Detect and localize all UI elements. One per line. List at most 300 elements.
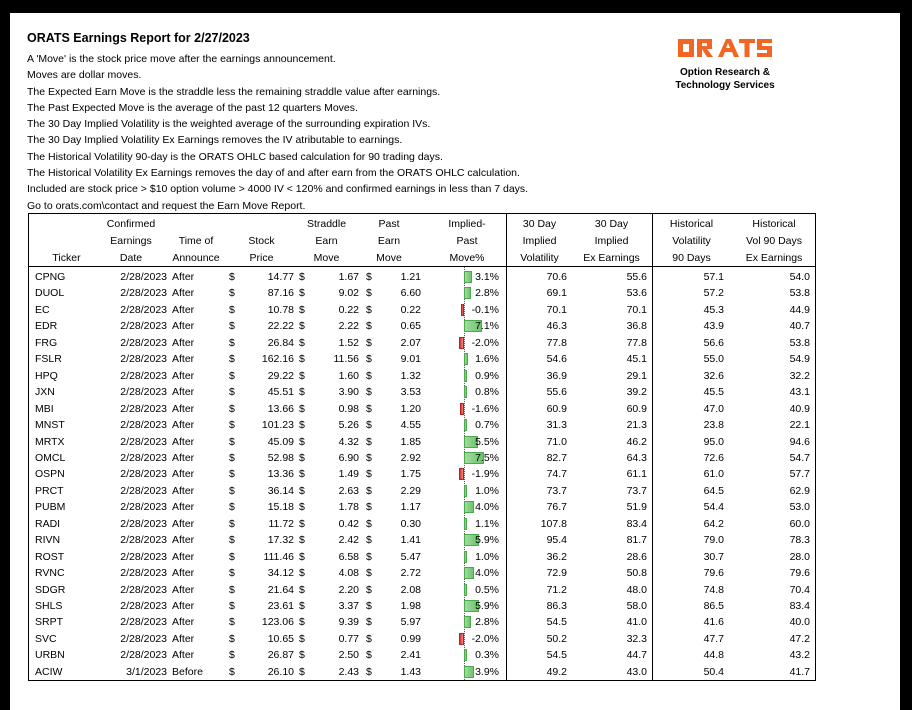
ticker-cell: ACIW (35, 665, 63, 678)
straddle-cell: 1.49 (338, 468, 359, 481)
hv90-cell: 47.7 (703, 632, 724, 645)
straddle-cell: 0.42 (338, 517, 359, 530)
hv90-cell: 61.0 (703, 468, 724, 481)
header-time (161, 216, 231, 264)
straddle-cell: 0.22 (338, 303, 359, 316)
iv30-cell: 71.2 (546, 583, 567, 596)
header-text: Earnings (110, 235, 152, 247)
price-cell: 13.36 (267, 468, 294, 481)
implied-past-cell: 5.9% (475, 600, 499, 612)
currency-symbol: $ (366, 369, 372, 382)
hv90ex-cell: 41.7 (789, 665, 810, 678)
straddle-cell: 4.08 (338, 567, 359, 580)
table-row (29, 598, 815, 614)
header-text (224, 216, 299, 233)
hv90ex-cell: 83.4 (789, 600, 810, 612)
header-text: Implied- (448, 218, 486, 230)
hv90ex-cell: 53.8 (789, 287, 810, 300)
currency-symbol: $ (229, 435, 235, 448)
hv90-cell: 47.0 (703, 402, 724, 415)
date-cell: 2/28/2023 (120, 271, 167, 283)
implied-past-cell: 4.0% (475, 567, 499, 580)
iv30-cell: 55.6 (546, 386, 567, 399)
ticker-cell: SDGR (35, 583, 66, 596)
hv90ex-cell: 53.0 (789, 501, 810, 514)
currency-symbol: $ (366, 353, 372, 366)
implied-past-cell: 1.0% (475, 550, 499, 563)
straddle-cell: 3.90 (338, 386, 359, 399)
time-cell: After (172, 369, 195, 382)
iv30-cell: 71.0 (546, 435, 567, 448)
currency-symbol: $ (366, 386, 372, 399)
ticker-cell: DUOL (35, 287, 65, 300)
hv90ex-cell: 94.6 (789, 435, 810, 448)
past-move-cell: 0.30 (400, 517, 421, 530)
currency-symbol: $ (229, 303, 235, 316)
currency-symbol: $ (229, 468, 235, 481)
table-row (29, 302, 815, 318)
currency-symbol: $ (229, 320, 235, 333)
iv30ex-cell: 41.0 (626, 616, 647, 629)
iv30-cell: 70.6 (546, 271, 567, 283)
date-cell: 2/28/2023 (120, 567, 167, 580)
past-move-cell: 6.60 (400, 287, 421, 300)
currency-symbol: $ (366, 451, 372, 464)
currency-symbol: $ (366, 271, 372, 283)
price-cell: 36.14 (267, 484, 294, 497)
price-cell: 26.84 (267, 336, 294, 349)
time-cell: After (172, 534, 195, 547)
hv90ex-cell: 78.3 (789, 534, 810, 547)
currency-symbol: $ (366, 665, 372, 678)
header-text: Historical (669, 218, 714, 230)
currency-symbol: $ (229, 583, 235, 596)
time-cell: After (172, 517, 195, 530)
table-row (29, 466, 815, 482)
currency-symbol: $ (229, 484, 235, 497)
note-line: The 30 Day Implied Volatility Ex Earnings removes the IV atributable to earnings. (27, 134, 403, 147)
past-move-cell: 9.01 (400, 353, 421, 366)
straddle-cell: 6.58 (338, 550, 359, 563)
time-cell: After (172, 501, 195, 514)
straddle-cell: 1.78 (338, 501, 359, 514)
ticker-cell: URBN (35, 649, 65, 662)
currency-symbol: $ (299, 632, 305, 645)
date-cell: 2/28/2023 (120, 616, 167, 629)
ticker-cell: OMCL (35, 451, 66, 464)
hv90-cell: 64.5 (703, 484, 724, 497)
table-row (29, 417, 815, 433)
header-text: Volatility (672, 235, 711, 247)
hv90ex-cell: 40.7 (789, 320, 810, 333)
iv30ex-cell: 43.0 (626, 665, 647, 678)
ticker-cell: EDR (35, 320, 58, 333)
note-line: The Past Expected Move is the average of the past 12 quarters Moves. (27, 101, 358, 114)
header-text: Move (313, 252, 340, 264)
header-text: Ex Earnings (583, 252, 640, 264)
iv30-cell: 36.2 (546, 550, 567, 563)
past-move-cell: 5.97 (400, 616, 421, 629)
ticker-cell: MRTX (35, 435, 65, 448)
ticker-cell: PRCT (35, 484, 64, 497)
time-cell: After (172, 353, 195, 366)
table-row (29, 647, 815, 663)
implied-past-cell: 2.8% (475, 287, 499, 300)
hv90-cell: 32.6 (703, 369, 724, 382)
currency-symbol: $ (299, 353, 305, 366)
price-cell: 162.16 (261, 353, 294, 366)
hv90-cell: 79.0 (703, 534, 724, 547)
hv90-cell: 79.6 (703, 567, 724, 580)
report-title: ORATS Earnings Report for 2/27/2023 (27, 31, 250, 45)
time-cell: After (172, 287, 195, 300)
hv90ex-cell: 60.0 (789, 517, 810, 530)
date-cell: 2/28/2023 (120, 649, 167, 662)
currency-symbol: $ (366, 501, 372, 514)
currency-symbol: $ (366, 649, 372, 662)
iv30-cell: 31.3 (546, 419, 567, 432)
date-cell: 2/28/2023 (120, 287, 167, 300)
straddle-cell: 2.22 (338, 320, 359, 333)
currency-symbol: $ (366, 435, 372, 448)
past-move-cell: 1.43 (400, 665, 421, 678)
time-cell: After (172, 336, 195, 349)
currency-symbol: $ (299, 451, 305, 464)
time-cell: After (172, 303, 195, 316)
hv90ex-cell: 54.7 (789, 451, 810, 464)
price-cell: 11.72 (268, 517, 294, 530)
price-cell: 45.51 (267, 386, 294, 399)
hv90-cell: 43.9 (703, 320, 724, 333)
time-cell: After (172, 632, 195, 645)
straddle-cell: 2.50 (338, 649, 359, 662)
straddle-cell: 1.67 (338, 271, 359, 283)
straddle-cell: 0.98 (338, 402, 359, 415)
table-row (29, 351, 815, 367)
implied-past-cell: 7.1% (475, 320, 499, 333)
implied-past-cell: 4.0% (475, 501, 499, 514)
implied-past-cell: -1.6% (471, 402, 499, 415)
iv30ex-cell: 39.2 (626, 386, 647, 399)
price-cell: 45.09 (267, 435, 294, 448)
date-cell: 2/28/2023 (120, 451, 167, 464)
currency-symbol: $ (229, 271, 235, 283)
time-cell: After (172, 402, 195, 415)
hv90ex-cell: 22.1 (789, 419, 810, 432)
straddle-cell: 9.02 (338, 287, 359, 300)
currency-symbol: $ (299, 369, 305, 382)
hv90ex-cell: 40.0 (789, 616, 810, 629)
note-line: The Historical Volatility 90-day is the ORATS OHLC based calculation for 90 trading days. (27, 150, 443, 163)
header-text: Confirmed (106, 218, 156, 230)
hv90ex-cell: 57.7 (789, 468, 810, 481)
ticker-cell: SVC (35, 632, 57, 645)
implied-past-cell: -2.0% (471, 336, 499, 349)
hv90ex-cell: 44.9 (789, 303, 810, 316)
date-cell: 2/28/2023 (120, 632, 167, 645)
iv30-cell: 72.9 (546, 567, 567, 580)
iv30-cell: 46.3 (546, 320, 567, 333)
notes-block (27, 51, 528, 214)
currency-symbol: $ (299, 583, 305, 596)
hv90-cell: 95.0 (703, 435, 724, 448)
hv90-cell: 55.0 (703, 353, 724, 366)
currency-symbol: $ (366, 632, 372, 645)
note-line: The Expected Earn Move is the straddle less the remaining straddle value after earnings. (27, 85, 441, 98)
iv30ex-cell: 83.4 (626, 517, 647, 530)
iv30ex-cell: 45.1 (626, 353, 647, 366)
ticker-cell: SHLS (35, 600, 63, 612)
date-cell: 3/1/2023 (126, 665, 167, 678)
past-move-cell: 1.21 (400, 271, 421, 283)
iv30-cell: 73.7 (546, 484, 567, 497)
iv30-cell: 36.9 (546, 369, 567, 382)
hv90-cell: 64.2 (703, 517, 724, 530)
date-cell: 2/28/2023 (120, 501, 167, 514)
table-row (29, 384, 815, 400)
currency-symbol: $ (229, 567, 235, 580)
header-text: 90 Days (672, 252, 711, 264)
earnings-table (28, 213, 816, 681)
currency-symbol: $ (299, 303, 305, 316)
currency-symbol: $ (299, 402, 305, 415)
hv90ex-cell: 79.6 (789, 567, 810, 580)
hv90-cell: 50.4 (703, 665, 724, 678)
logo-line-1: Option Research & (679, 67, 771, 78)
currency-symbol: $ (299, 534, 305, 547)
header-text: Straddle (306, 218, 347, 230)
date-cell: 2/28/2023 (120, 484, 167, 497)
table-row (29, 450, 815, 466)
past-move-cell: 2.72 (400, 567, 421, 580)
hv90ex-cell: 54.0 (789, 271, 810, 283)
hv90ex-cell: 47.2 (789, 632, 810, 645)
implied-past-cell: 1.6% (475, 353, 499, 366)
date-cell: 2/28/2023 (120, 435, 167, 448)
header-text: Announce (172, 252, 220, 264)
price-cell: 23.61 (267, 600, 294, 612)
iv30ex-cell: 46.2 (626, 435, 647, 448)
iv30ex-cell: 73.7 (626, 484, 647, 497)
header-text: Vol 90 Days (745, 235, 803, 247)
table-row (29, 631, 815, 647)
ticker-cell: JXN (35, 386, 55, 399)
hv90-cell: 54.4 (703, 501, 724, 514)
time-cell: After (172, 550, 195, 563)
table-row (29, 532, 815, 548)
currency-symbol: $ (229, 336, 235, 349)
implied-past-cell: 2.8% (475, 616, 499, 629)
hv90ex-cell: 62.9 (789, 484, 810, 497)
straddle-cell: 2.63 (338, 484, 359, 497)
price-cell: 29.22 (267, 369, 294, 382)
header-text: Stock (248, 235, 275, 247)
currency-symbol: $ (299, 665, 305, 678)
iv30-cell: 70.1 (546, 303, 567, 316)
date-cell: 2/28/2023 (120, 550, 167, 563)
header-price (224, 216, 299, 264)
hv90-cell: 57.1 (703, 271, 724, 283)
time-cell: After (172, 583, 195, 596)
table-row (29, 285, 815, 301)
price-cell: 26.87 (267, 649, 294, 662)
past-move-cell: 1.75 (400, 468, 421, 481)
iv30-cell: 82.7 (546, 451, 567, 464)
currency-symbol: $ (229, 517, 235, 530)
currency-symbol: $ (366, 550, 372, 563)
straddle-cell: 3.37 (338, 600, 359, 612)
header-text: Move% (449, 252, 485, 264)
straddle-cell: 0.77 (338, 632, 359, 645)
time-cell: Before (172, 665, 203, 678)
currency-symbol: $ (366, 600, 372, 612)
table-row (29, 499, 815, 515)
date-cell: 2/28/2023 (120, 320, 167, 333)
currency-symbol: $ (229, 550, 235, 563)
past-move-cell: 1.20 (400, 402, 421, 415)
past-move-cell: 0.22 (400, 303, 421, 316)
implied-past-cell: 1.0% (475, 484, 499, 497)
iv30ex-cell: 48.0 (626, 583, 647, 596)
header-text: 30 Day (594, 218, 629, 230)
iv30-cell: 74.7 (546, 468, 567, 481)
currency-symbol: $ (366, 419, 372, 432)
price-cell: 52.98 (267, 451, 294, 464)
implied-past-cell: -0.1% (471, 303, 499, 316)
table-row (29, 516, 815, 532)
iv30-cell: 95.4 (546, 534, 567, 547)
header-hv90ex (734, 216, 814, 264)
currency-symbol: $ (229, 402, 235, 415)
header-hv90 (649, 216, 734, 264)
currency-symbol: $ (299, 468, 305, 481)
hv90-cell: 30.7 (703, 550, 724, 563)
hv90-cell: 72.6 (703, 451, 724, 464)
iv30ex-cell: 51.9 (626, 501, 647, 514)
currency-symbol: $ (299, 600, 305, 612)
table-row (29, 368, 815, 384)
date-cell: 2/28/2023 (120, 583, 167, 596)
price-cell: 21.64 (267, 583, 294, 596)
hv90ex-cell: 53.8 (789, 336, 810, 349)
straddle-cell: 4.32 (338, 435, 359, 448)
hv90-cell: 56.6 (703, 336, 724, 349)
currency-symbol: $ (366, 402, 372, 415)
implied-past-cell: -1.9% (471, 468, 499, 481)
ticker-cell: OSPN (35, 468, 65, 481)
header-text: Ex Earnings (745, 252, 803, 264)
table-row (29, 269, 815, 285)
date-cell: 2/28/2023 (120, 534, 167, 547)
iv30-cell: 77.8 (546, 336, 567, 349)
price-cell: 26.10 (267, 665, 294, 678)
header-text: Earn (315, 235, 338, 247)
iv30-cell: 50.2 (546, 632, 567, 645)
note-line: A 'Move' is the stock price move after the earnings announcement. (27, 53, 336, 65)
hv90ex-cell: 43.2 (789, 649, 810, 662)
iv30-cell: 49.2 (546, 665, 567, 678)
currency-symbol: $ (229, 386, 235, 399)
iv30ex-cell: 28.6 (626, 550, 647, 563)
date-cell: 2/28/2023 (120, 303, 167, 316)
note-line: The Historical Volatility Ex Earnings removes the day of and after earn from the ORATS OHLC calculation. (27, 167, 520, 180)
time-cell: After (172, 451, 195, 464)
iv30ex-cell: 81.7 (626, 534, 647, 547)
header-text: Ticker (52, 252, 81, 264)
ticker-cell: HPQ (35, 369, 58, 382)
ticker-cell: FRG (35, 336, 58, 349)
time-cell: After (172, 320, 195, 333)
currency-symbol: $ (299, 567, 305, 580)
table-row (29, 483, 815, 499)
ticker-cell: SRPT (35, 616, 64, 629)
currency-symbol: $ (366, 517, 372, 530)
price-cell: 111.46 (263, 550, 294, 563)
time-cell: After (172, 419, 195, 432)
past-move-cell: 5.47 (400, 550, 421, 563)
past-move-cell: 1.32 (400, 369, 421, 382)
iv30ex-cell: 29.1 (626, 369, 647, 382)
currency-symbol: $ (299, 287, 305, 300)
implied-past-cell: 3.9% (475, 665, 499, 678)
currency-symbol: $ (299, 550, 305, 563)
price-cell: 87.16 (267, 287, 294, 300)
iv30ex-cell: 60.9 (626, 402, 647, 415)
date-cell: 2/28/2023 (120, 402, 167, 415)
logo-line-2: Technology Services (675, 80, 775, 91)
table-row (29, 614, 815, 630)
past-move-cell: 1.85 (400, 435, 421, 448)
price-cell: 34.12 (267, 567, 294, 580)
header-text: 30 Day (522, 218, 557, 230)
table-row (29, 549, 815, 565)
header-text: Past (456, 235, 478, 247)
currency-symbol: $ (229, 616, 235, 629)
currency-symbol: $ (299, 320, 305, 333)
ticker-cell: FSLR (35, 353, 62, 366)
time-cell: After (172, 567, 195, 580)
price-cell: 14.77 (267, 271, 294, 283)
price-cell: 10.65 (267, 632, 294, 645)
past-move-cell: 3.53 (400, 386, 421, 399)
iv30-cell: 107.8 (540, 517, 567, 530)
orats-wordmark-icon (676, 35, 774, 61)
currency-symbol: $ (229, 632, 235, 645)
currency-symbol: $ (229, 649, 235, 662)
hv90-cell: 45.3 (703, 303, 724, 316)
date-cell: 2/28/2023 (120, 369, 167, 382)
price-cell: 22.22 (267, 320, 294, 333)
implied-past-cell: 0.7% (475, 419, 499, 432)
price-cell: 17.32 (267, 534, 294, 547)
currency-symbol: $ (299, 616, 305, 629)
implied-past-cell: 3.1% (475, 271, 499, 283)
past-move-cell: 0.99 (400, 632, 421, 645)
date-cell: 2/28/2023 (120, 386, 167, 399)
header-iv30ex (574, 216, 649, 264)
implied-past-cell: 7.5% (475, 451, 499, 464)
table-row (29, 401, 815, 417)
hv90-cell: 41.6 (703, 616, 724, 629)
iv30ex-cell: 58.0 (626, 600, 647, 612)
hv90ex-cell: 40.9 (789, 402, 810, 415)
currency-symbol: $ (366, 336, 372, 349)
header-text: Volatility (520, 252, 559, 264)
hv90ex-cell: 54.9 (789, 353, 810, 366)
ticker-cell: RIVN (35, 534, 61, 547)
iv30ex-cell: 53.6 (626, 287, 647, 300)
implied-past-cell: 5.5% (475, 435, 499, 448)
